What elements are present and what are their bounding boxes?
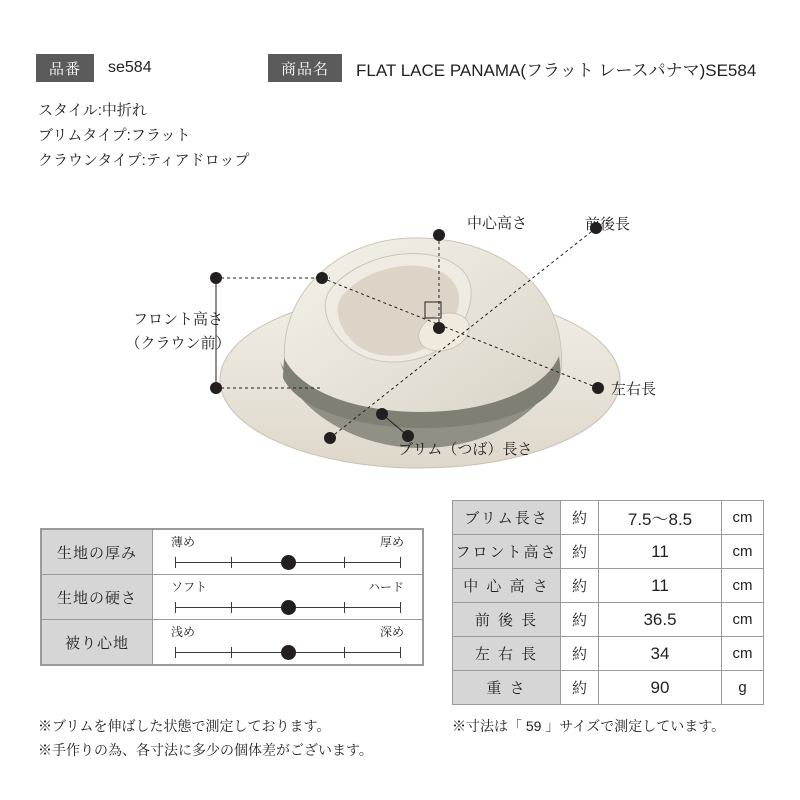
- table-row: [453, 603, 764, 637]
- measure-approx-0: 約: [561, 501, 599, 535]
- indicator-tick-2-4: [400, 647, 401, 658]
- indicator-left-label-0: 薄め: [171, 535, 196, 549]
- indicator-dot-2: [281, 645, 296, 660]
- spec-crown-type: クラウンタイプ:ティアドロップ: [38, 152, 250, 169]
- note-left-1: ※ブリムを伸ばした状態で測定しております。: [38, 718, 331, 734]
- table-row: [453, 535, 764, 569]
- table-row: [453, 671, 764, 705]
- measure-value-3: 36.5: [599, 603, 722, 637]
- measure-name-1: フロント高さ: [453, 535, 561, 569]
- note-right-1: ※寸法は「 59 」サイズで測定しています。: [452, 718, 726, 734]
- measure-unit-2: cm: [722, 569, 764, 603]
- measure-value-0: 7.5〜8.5: [599, 501, 722, 535]
- indicator-tick-0-0: [175, 557, 176, 568]
- hat-diagram: [30, 180, 770, 480]
- label-front-height: [98, 308, 258, 356]
- spec-brim-type: ブリムタイプ:フラット: [38, 127, 191, 144]
- measure-approx-2: 約: [561, 569, 599, 603]
- note-left-2: ※手作りの為、各寸法に多少の個体差がございます。: [38, 742, 373, 758]
- measure-unit-4: cm: [722, 637, 764, 671]
- indicator-tick-2-3: [344, 647, 345, 658]
- indicator-tick-1-1: [231, 602, 232, 613]
- indicator-tick-1-4: [400, 602, 401, 613]
- indicator-right-label-1: ハード: [367, 580, 404, 594]
- indicator-track-2: [175, 646, 400, 660]
- notes-right: [452, 714, 725, 738]
- measure-value-4: 34: [599, 637, 722, 671]
- measure-name-2: 中 心 高 さ: [453, 569, 561, 603]
- indicator-name-1: 生地の硬さ: [42, 575, 153, 620]
- label-front-height-line1: フロント高さ: [132, 311, 223, 328]
- indicator-scale-2: [153, 620, 423, 665]
- table-row: [42, 575, 423, 620]
- indicator-scale-0: [153, 530, 423, 575]
- measure-approx-1: 約: [561, 535, 599, 569]
- indicator-tick-1-3: [344, 602, 345, 613]
- measure-unit-3: cm: [722, 603, 764, 637]
- measurement-table: [452, 500, 764, 705]
- measure-name-5: 重 さ: [453, 671, 561, 705]
- indicator-scale-1: [153, 575, 423, 620]
- label-center-height: 中心高さ: [467, 215, 528, 232]
- table-row: [453, 569, 764, 603]
- indicator-track-0: [175, 556, 400, 570]
- feel-indicator-table: [40, 528, 424, 666]
- indicator-tick-0-4: [400, 557, 401, 568]
- indicator-track-1: [175, 601, 400, 615]
- measure-name-0: ブリム長さ: [453, 501, 561, 535]
- table-row: [453, 637, 764, 671]
- table-row: [453, 501, 764, 535]
- table-row: [42, 530, 423, 575]
- measure-value-1: 11: [599, 535, 722, 569]
- indicator-tick-1-0: [175, 602, 176, 613]
- measure-name-4: 左 右 長: [453, 637, 561, 671]
- indicator-left-label-1: ソフト: [171, 580, 208, 594]
- measure-unit-1: cm: [722, 535, 764, 569]
- indicator-right-label-0: 厚め: [379, 535, 404, 549]
- measure-approx-4: 約: [561, 637, 599, 671]
- measure-name-3: 前 後 長: [453, 603, 561, 637]
- label-front-back-length: 前後長: [585, 216, 631, 233]
- indicator-tick-0-1: [231, 557, 232, 568]
- notes-left: [38, 714, 373, 762]
- indicator-dot-1: [281, 600, 296, 615]
- product-name-label: 商品名: [268, 54, 342, 82]
- product-header: [36, 54, 766, 82]
- product-code-label: 品番: [36, 54, 94, 82]
- label-brim-length: ブリム（つば）長さ: [398, 441, 533, 458]
- table-row: [42, 620, 423, 665]
- measure-unit-0: cm: [722, 501, 764, 535]
- spec-list: [38, 98, 249, 173]
- measure-value-2: 11: [599, 569, 722, 603]
- measure-approx-3: 約: [561, 603, 599, 637]
- indicator-left-label-2: 浅め: [171, 625, 196, 639]
- indicator-tick-2-1: [231, 647, 232, 658]
- indicator-name-0: 生地の厚み: [42, 530, 153, 575]
- measure-value-5: 90: [599, 671, 722, 705]
- indicator-name-2: 被り心地: [42, 620, 153, 665]
- label-front-height-line2: （クラウン前）: [125, 335, 231, 352]
- spec-style: スタイル:中折れ: [38, 102, 147, 119]
- indicator-right-label-2: 深め: [379, 625, 404, 639]
- label-left-right-length: 左右長: [611, 381, 657, 398]
- indicator-tick-0-3: [344, 557, 345, 568]
- product-code-value: se584: [108, 59, 152, 76]
- product-name-value: FLAT LACE PANAMA(フラット レースパナマ)SE584: [356, 60, 757, 80]
- measure-approx-5: 約: [561, 671, 599, 705]
- measure-unit-5: g: [722, 671, 764, 705]
- indicator-dot-0: [281, 555, 296, 570]
- indicator-tick-2-0: [175, 647, 176, 658]
